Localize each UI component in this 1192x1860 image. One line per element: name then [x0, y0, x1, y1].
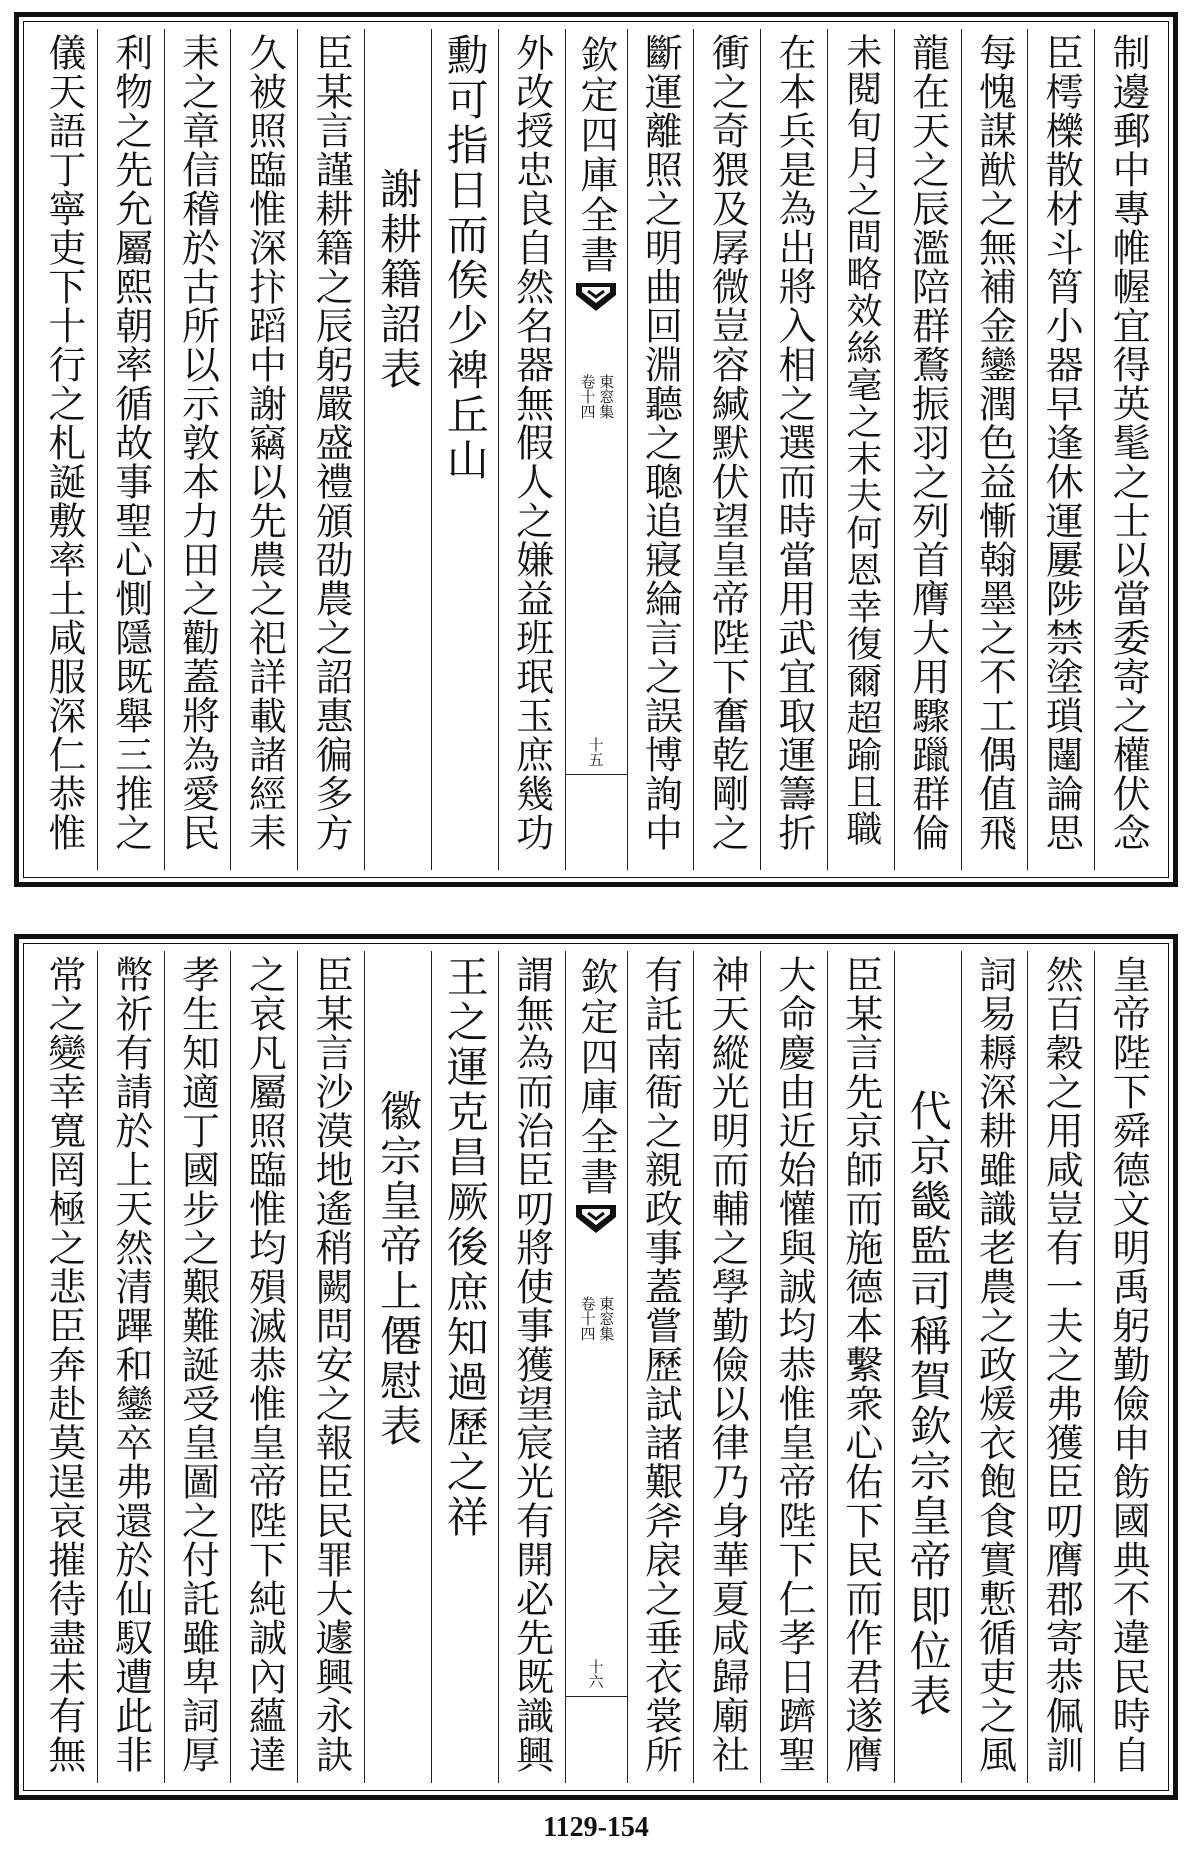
- text-column: [627, 951, 694, 1783]
- section-heading-column: [364, 951, 431, 1783]
- columns-bottom: [31, 951, 1161, 1783]
- text-column: [961, 29, 1028, 870]
- fold-book-info: [570, 374, 623, 419]
- text-column: [827, 29, 894, 870]
- text-column: [31, 951, 97, 1783]
- page-number: [566, 1659, 627, 1689]
- columns-top: [31, 29, 1161, 870]
- text-line: 幣祈有請於上天然清蹕和鑾卒弗還於仙馭遭此非: [108, 955, 153, 1774]
- text-column: [431, 951, 498, 1783]
- text-line: 常之變幸寬罔極之悲臣奔赴莫逞哀摧待盡未有無: [41, 955, 86, 1774]
- text-column: [760, 951, 827, 1783]
- text-column: [627, 29, 694, 870]
- text-column: [164, 29, 231, 870]
- text-line: 王之運克昌厥後庶知過歷之祥: [440, 955, 490, 1540]
- text-column: [297, 951, 364, 1783]
- text-line: 臣某言沙漠地遙稍闕問安之報臣民罪大遽興永訣: [309, 955, 354, 1774]
- book-title: 東窓集: [597, 374, 616, 419]
- text-line: 在本兵是為出將入相之選而時當用武宜取運籌折: [772, 33, 817, 852]
- fold-book-info: [570, 1296, 623, 1341]
- text-line: 每愧謀猷之無補金鑾潤色益慚翰墨之不工偶值飛: [972, 33, 1017, 852]
- text-column: [498, 951, 565, 1783]
- text-line: 耒之章信稽於古所以示敦本力田之勸蓋將為愛民: [175, 33, 220, 852]
- fold-title: 欽定四庫全書: [574, 35, 618, 275]
- section-heading-column: [364, 29, 431, 870]
- text-line: 謂無為而治臣叨將使事獲望宸光有開必先既識興: [509, 955, 554, 1774]
- text-column: [1094, 951, 1161, 1783]
- section-heading: 徽宗皇帝上僊慰表: [373, 1089, 423, 1449]
- text-column: [894, 29, 961, 870]
- page-number: [566, 737, 627, 767]
- text-line: 皇帝陛下舜德文明禹躬勤儉申飭國典不違民時自: [1106, 955, 1151, 1774]
- page-bottom: [14, 934, 1178, 1800]
- text-line: 臣某言先京師而施德本繫衆心佑下民而作君遂膺: [838, 955, 883, 1774]
- text-line: 臣樗櫟散材斗筲小器早逢休運屢陟禁塗瑣闥論思: [1039, 33, 1084, 852]
- text-column: [97, 29, 164, 870]
- text-line: 久被照臨惟深抃蹈中謝竊以先農之祀詳載諸經耒: [242, 33, 287, 852]
- text-line: 之哀凡屬照臨惟均殞滅恭惟皇帝陛下純誠內蘊達: [242, 955, 287, 1774]
- page-number-text: 十六: [586, 1659, 605, 1689]
- fish-tail-mark-icon: [574, 281, 618, 315]
- catalog-number: 1129-154: [543, 1812, 649, 1843]
- page-number-rule: [566, 1696, 627, 1697]
- section-heading-column: [894, 951, 961, 1783]
- fold-title: 欽定四庫全書: [574, 957, 618, 1197]
- text-line: 制邊郵中專帷幄宜得英髦之士以當委寄之權伏念: [1106, 33, 1151, 852]
- text-line: 利物之先允屬熙朝率循故事聖心惻隱既舉三推之: [108, 33, 153, 852]
- text-line: 詞易耨深耕雖識老農之政煖衣飽食實慙循吏之風: [972, 955, 1017, 1774]
- text-column: [97, 951, 164, 1783]
- text-line: 孝生知適丁國步之艱難誕受皇圖之付託雖卑詞厚: [175, 955, 220, 1774]
- text-column: [230, 951, 297, 1783]
- text-line: 有託南衙之親政事蓋嘗歷試諸艱斧扆之垂衣裳所: [638, 955, 683, 1774]
- text-line: 斷運離照之明曲回淵聽之聰追寢綸言之誤博詢中: [638, 33, 683, 852]
- text-column: [961, 951, 1028, 1783]
- text-line: 臣某言謹耕籍之辰躬嚴盛禮頒劭農之詔惠徧多方: [309, 33, 354, 852]
- volume-number: 卷十四: [578, 374, 597, 419]
- text-line: 儀天語丁寧吏下十行之札誕敷率土咸服深仁恭惟: [41, 33, 86, 852]
- text-column: [1027, 29, 1094, 870]
- text-column: [760, 29, 827, 870]
- text-column: [1027, 951, 1094, 1783]
- volume-number: 卷十四: [578, 1296, 597, 1341]
- text-column: [31, 29, 97, 870]
- text-column: [827, 951, 894, 1783]
- text-line: 神天縱光明而輔之學勤儉以律乃身華夏咸歸廟社: [705, 955, 750, 1774]
- text-column: [230, 29, 297, 870]
- text-column: [164, 951, 231, 1783]
- text-column: [693, 951, 760, 1783]
- fish-tail-mark-icon: [574, 1203, 618, 1237]
- page-top: [14, 12, 1178, 887]
- text-line: 衝之奇猥及孱微豈容緘默伏望皇帝陛下奮乾剛之: [705, 33, 750, 852]
- text-line: 勳可指日而俟少裨丘山: [440, 33, 490, 483]
- section-heading: 謝耕籍詔表: [373, 167, 423, 392]
- text-line: 外改授忠良自然名器無假人之嫌益班珉玉庶幾功: [509, 33, 554, 852]
- page-number-rule: [566, 774, 627, 775]
- section-heading: 代京畿監司稱賀欽宗皇帝即位表: [903, 1089, 953, 1719]
- text-column: [297, 29, 364, 870]
- text-column: [498, 29, 565, 870]
- fold-column: [565, 951, 627, 1783]
- fold-column: [565, 29, 627, 870]
- book-title: 東窓集: [597, 1296, 616, 1341]
- text-line: 未閱旬月之間略效絲毫之末夫何恩幸復爾超踰且職: [840, 33, 882, 847]
- page-number-text: 十五: [586, 737, 605, 767]
- text-line: 大命慶由近始懽與誠均恭惟皇帝陛下仁孝日躋聖: [772, 955, 817, 1774]
- text-line: 然百穀之用咸豈有一夫之弗獲臣叨膺郡寄恭佩訓: [1039, 955, 1084, 1774]
- text-column: [693, 29, 760, 870]
- text-column: [1094, 29, 1161, 870]
- text-line: 龍在天之辰濫陪群鶩振羽之列首膺大用驟躐群倫: [905, 33, 950, 852]
- text-column: [431, 29, 498, 870]
